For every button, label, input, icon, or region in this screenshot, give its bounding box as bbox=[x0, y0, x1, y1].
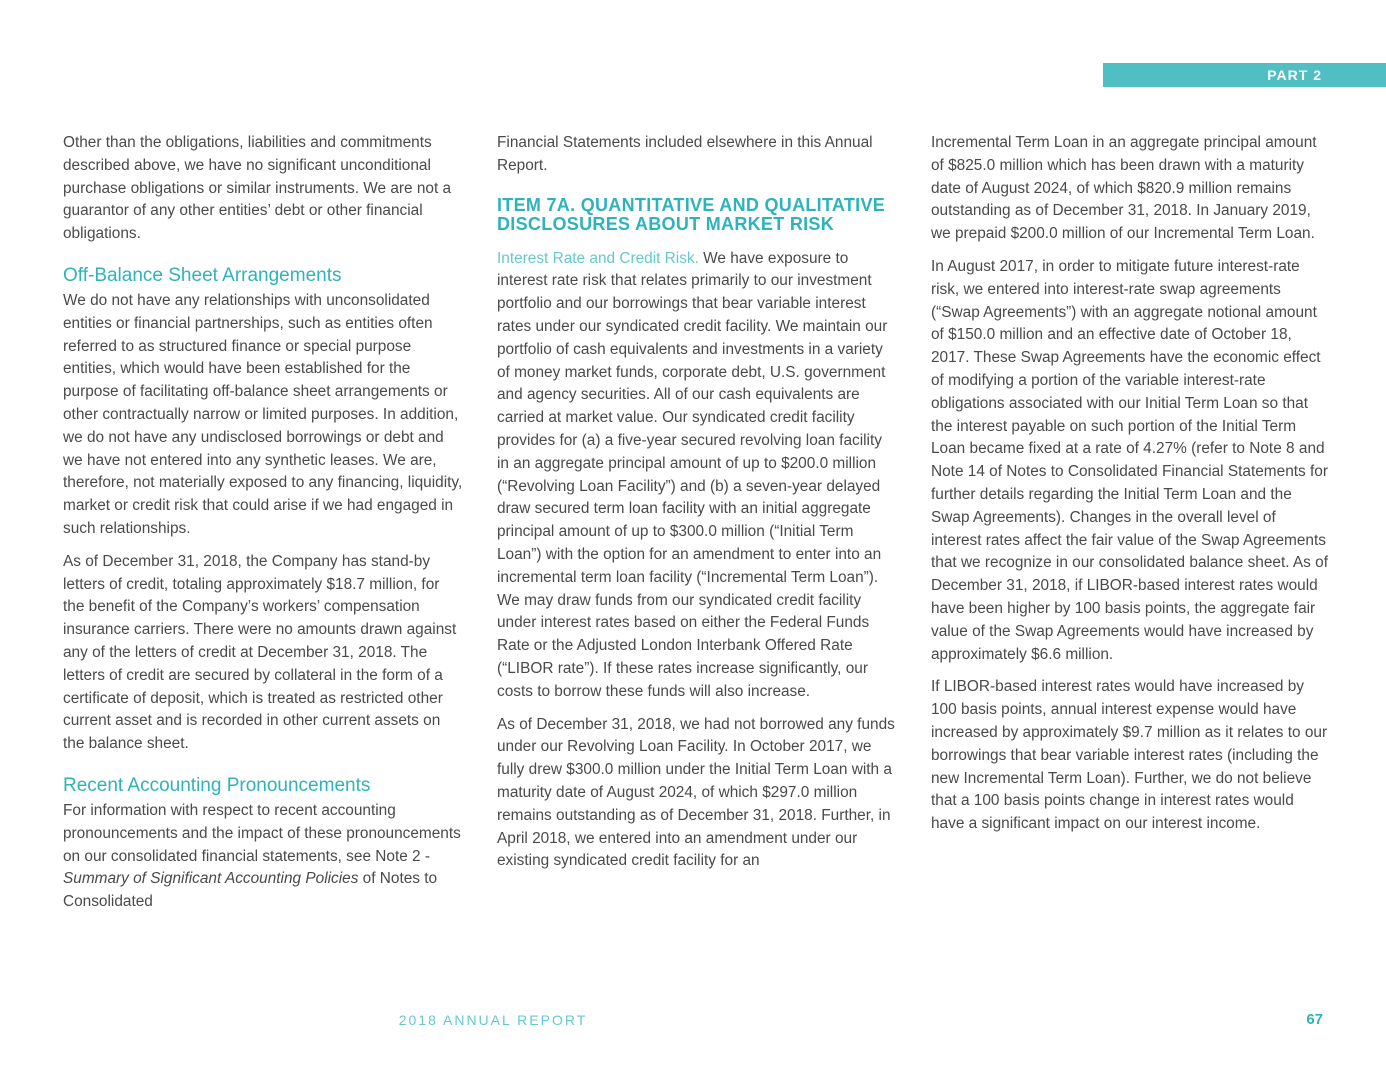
column-2 bbox=[497, 132, 897, 883]
heading-item-7a: ITEM 7A. QUANTITATIVE AND QUALITATIVE DISCLOSURES ABOUT MARKET RISK bbox=[497, 194, 886, 234]
paragraph-letters-of-credit: As of December 31, 2018, the Company has stand-by letters of credit, totaling approximately $18.7 million, for the benefit of the Company’s workers’ compensation insurance carriers. There were no amounts drawn against any of the letters of credit at December 31, 2018. The letters of credit are secured by collateral in the form of a certificate of deposit, which is treated as restricted other current asset and is recorded in other current assets on the balance sheet. bbox=[63, 552, 457, 753]
paragraph-obligations: Other than the obligations, liabilities and commitments described above, we have no significant unconditional purchase obligations or similar instruments. We are not a guarantor of any other entities’ debt or other financial obligations. bbox=[63, 134, 452, 243]
heading-off-balance-sheet: Off-Balance Sheet Arrangements bbox=[63, 264, 342, 286]
column-1 bbox=[63, 132, 463, 924]
footer-title-text: 2018 ANNUAL REPORT bbox=[398, 1012, 588, 1028]
lead-in-interest-rate: Interest Rate and Credit Risk. bbox=[497, 249, 699, 267]
text-segment: We have exposure to interest rate risk that relates primarily to our investment portfolio and our borrowings that bear variable interest rates under our syndicated credit facility. We maintain our portfolio of cash equivalents and investments in a variety of money market funds, corporate debt, U.S. government and agency securities. All of our cash equivalents are carried at market value. Our syndicated credit facility provides for (a) a five-year secured revolving loan facility in an aggregate principal amount of up to $200.0 million (“Revolving Loan Facility”) and (b) a seven-year delayed draw secured term loan facility with an initial aggregate principal amount of up to $300.0 million (“Initial Term Loan”) with the option for an amendment to enter into an incremental term loan facility (“Incremental Term Loan”). We may draw funds from our syndicated credit facility under interest rates based on either the Federal Funds Rate or the Adjusted London Interbank Offered Rate (“LIBOR rate”). If these rates increase significantly, our costs to borrow these funds will also increase. bbox=[497, 249, 888, 700]
column-3 bbox=[931, 132, 1329, 846]
page-number: 67 bbox=[1306, 1011, 1323, 1028]
footer-title bbox=[0, 1012, 1386, 1028]
paragraph-swap-agreements: In August 2017, in order to mitigate future interest-rate risk, we entered into interest-rate swap agreements (“Swap Agreements”) with an aggregate notional amount of $150.0 million and an effective date of October 18, 2017. These Swap Agreements have the economic effect of modifying a portion of the variable interest-rate obligations associated with our Initial Term Loan so that the interest payable on such portion of the Initial Term Loan became fixed at a rate of 4.27% (refer to Note 8 and Note 14 of Notes to Consolidated Financial Statements for further details regarding the Initial Term Loan and the Swap Agreements). Changes in the overall level of interest rates affect the fair value of the Swap Agreements that we recognize in our consolidated balance sheet. As of December 31, 2018, if LIBOR-based interest rates would have been higher by 100 basis points, the aggregate fair value of the Swap Agreements would have increased by approximately $6.6 million. bbox=[931, 257, 1328, 663]
part-tab bbox=[1103, 63, 1386, 87]
heading-recent-accounting: Recent Accounting Pronouncements bbox=[63, 774, 371, 796]
paragraph-continuation: Financial Statements included elsewhere in this Annual Report. bbox=[497, 134, 873, 174]
text-segment: of Notes to Consolidated bbox=[63, 870, 438, 911]
paragraph-libor-impact: If LIBOR-based interest rates would have increased by 100 basis points, annual interest expense would have increased by approximately $9.7 million as it relates to our borrowings that bear variable interest rates (including the new Incremental Term Loan). Further, we do not believe that a 100 basis points change in interest rates would have a significant impact on our interest income. bbox=[931, 678, 1328, 833]
paragraph-borrowings: As of December 31, 2018, we had not borrowed any funds under our Revolving Loan Facility. In October 2017, we fully drew $300.0 million under the Initial Term Loan with a maturity date of August 2024, of which $297.0 million remains outstanding as of December 31, 2018. Further, in April 2018, we entered into an amendment under our existing syndicated credit facility for an bbox=[497, 715, 895, 870]
paragraph-off-balance-sheet: We do not have any relationships with unconsolidated entities or financial partnerships, such as entities often referred to as structured finance or special purpose entities, which would have been established for the purpose of facilitating off-balance sheet arrangements or other contractually narrow or limited purposes. In addition, we do not have any undisclosed borrowings or debt and we have not entered into any synthetic leases. We are, therefore, not materially exposed to any financing, liquidity, market or credit risk that could arise if we had engaged in such relationships. bbox=[63, 291, 463, 537]
paragraph-incremental-term-loan: Incremental Term Loan in an aggregate principal amount of $825.0 million which has been drawn with a maturity date of August 2024, of which $820.9 million remains outstanding as of December 31, 2018. In January 2019, we prepaid $200.0 million of our Incremental Term Loan. bbox=[931, 134, 1317, 243]
paragraph-interest-rate-risk bbox=[497, 248, 897, 704]
text-segment: For information with respect to recent accounting pronouncements and the impact of these pronouncements on our consolidated financial statements, see Note 2 - bbox=[63, 801, 461, 865]
part-label: PART 2 bbox=[1267, 67, 1322, 83]
paragraph-recent-accounting bbox=[63, 800, 463, 914]
italic-reference: Summary of Significant Accounting Policies bbox=[63, 870, 359, 888]
